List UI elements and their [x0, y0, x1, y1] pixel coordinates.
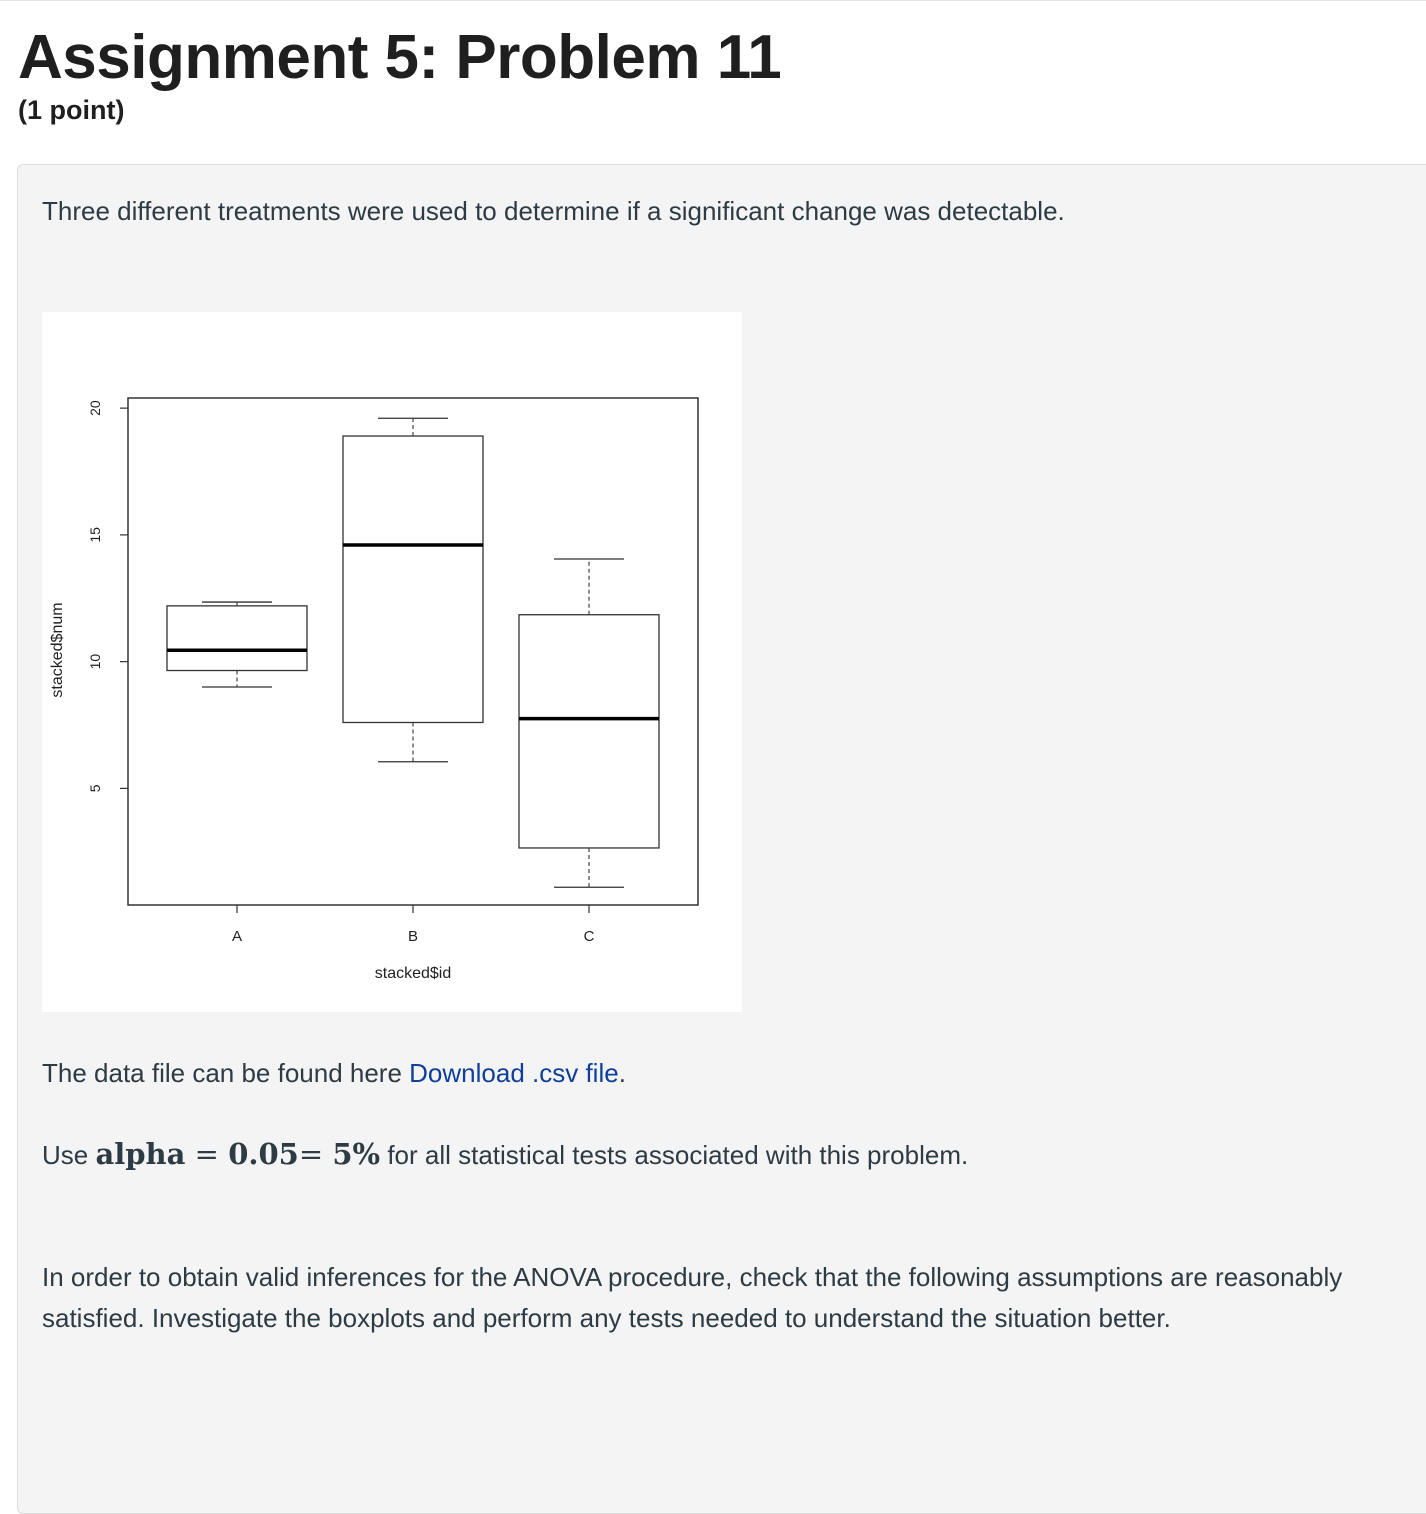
alpha-prefix: Use — [42, 1140, 96, 1170]
box-B — [343, 418, 483, 761]
box-C — [519, 559, 659, 887]
assumptions-text: In order to obtain valid inferences for the ANOVA procedure, check that the following assumptions are reasonably satisfied. Investigate the boxplots and perform any tests needed to understand the situation better. — [42, 1262, 1343, 1333]
intro-text: Three different treatments were used to determine if a significant change was detectable. — [42, 196, 1065, 226]
alpha-val: 0.05 — [228, 1137, 299, 1171]
box-A — [167, 602, 307, 687]
page-title: Assignment 5: Problem 11 — [18, 23, 782, 92]
iqr-box — [167, 606, 307, 671]
x-tick-label: B — [407, 928, 419, 945]
alpha-eq1: = — [185, 1137, 229, 1171]
data-file-suffix: . — [618, 1058, 626, 1088]
y-axis — [87, 400, 128, 792]
alpha-suffix: for all statistical tests associated with this problem. — [380, 1140, 969, 1170]
alpha-line — [42, 1134, 968, 1176]
x-axis — [232, 905, 595, 945]
alpha-eq2: = — [298, 1137, 333, 1171]
alpha-var: alpha — [95, 1137, 186, 1171]
iqr-box — [343, 436, 483, 722]
data-file-line — [42, 1053, 626, 1094]
y-axis-label: stacked$num — [49, 602, 66, 698]
download-csv-link[interactable]: Download .csv file — [409, 1058, 619, 1088]
data-file-prefix: The data file can be found here — [42, 1058, 410, 1088]
x-axis-label: stacked$id — [374, 965, 452, 982]
boxplot-svg — [42, 312, 742, 1012]
top-divider — [0, 0, 1426, 1]
y-tick-label: 20 — [87, 400, 103, 416]
x-tick-label: A — [231, 928, 243, 945]
iqr-box — [519, 615, 659, 848]
boxplot-figure — [42, 312, 742, 1012]
alpha-pct: 5% — [332, 1137, 381, 1171]
boxes-group — [167, 418, 659, 887]
points-label: (1 point) — [18, 95, 125, 125]
x-tick-label: C — [583, 928, 595, 945]
y-tick-label: 15 — [87, 527, 103, 543]
y-tick-label: 5 — [87, 784, 103, 793]
y-tick-label: 10 — [87, 653, 103, 670]
alpha-math — [95, 1137, 380, 1171]
